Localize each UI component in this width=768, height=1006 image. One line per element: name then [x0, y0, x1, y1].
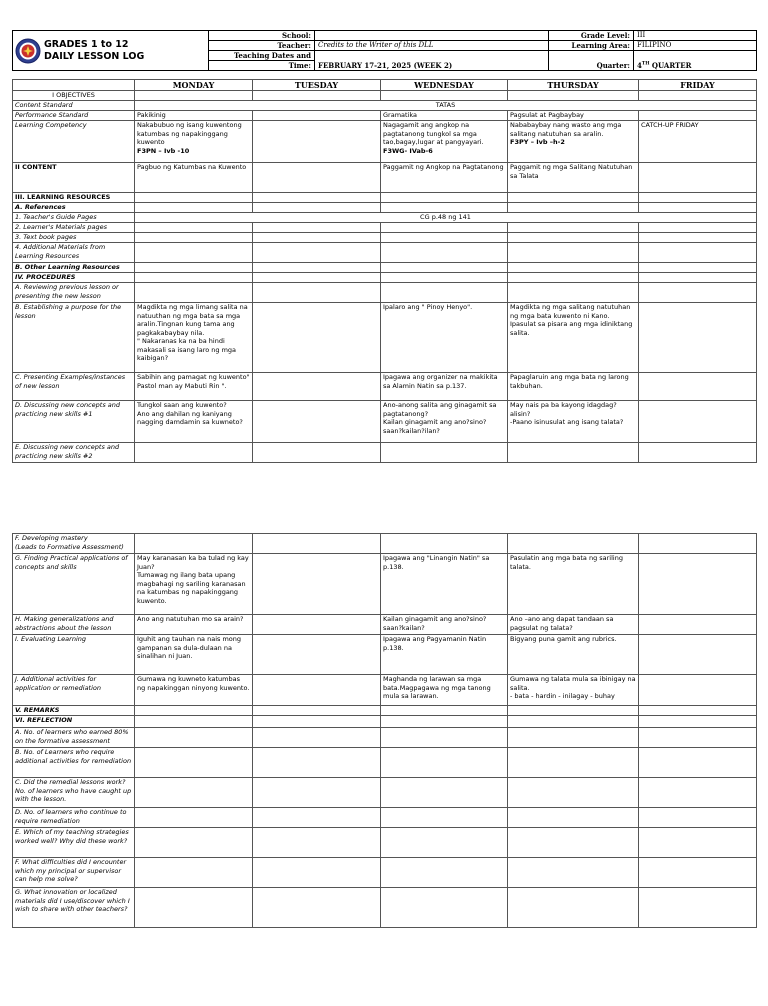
performance-standard-label: Performance Standard: [13, 111, 135, 121]
lc-thursday: Nababaybay nang wasto ang mga salitang natutuhan sa aralin. F3PY – Ivb –h-2: [508, 121, 639, 163]
quarter-label: Quarter:: [549, 51, 634, 71]
ref-a-label: A. No. of learners who earned 80% on the formative assessment: [13, 728, 135, 748]
corner-cell: [13, 80, 135, 91]
day-thursday: THURSDAY: [508, 80, 639, 91]
proc-h-wednesday: Kailan ginagamit ang ano?sino? saan?kailan?: [381, 615, 508, 635]
perf-monday: Pakikinig: [135, 111, 253, 121]
proc-f-label: F. Developing mastery (Leads to Formative Assessment): [13, 534, 135, 554]
proc-b-monday: Magdikta ng mga limang salita na natuuthan ng mga bata sa mga aralin.Tingnan kung tama ang pagkakabaybay nila. " Nakaranas ka na ba hindi makasali sa isang laro ng mga kaibigan?: [135, 303, 253, 373]
proc-j-wednesday: Maghanda ng larawan sa mga bata.Magpagawa ng mga tanong mula sa larawan.: [381, 675, 508, 706]
proc-i-label: I. Evaluating Learning: [13, 635, 135, 675]
school-label: School:: [209, 31, 315, 41]
grade-label: Grade Level:: [549, 31, 634, 41]
proc-h-monday: Ano ang natutuhan mo sa arain?: [135, 615, 253, 635]
proc-d-monday: Tungkol saan ang kuwento? Ano ang dahilan ng kaniyang nagging damdamin sa kuwneto?: [135, 401, 253, 443]
day-monday: MONDAY: [135, 80, 253, 91]
proc-j-thursday: Gumawa ng talata mula sa ibinigay na salita. - bata - hardin - inilagay - buhay: [508, 675, 639, 706]
lc-wednesday: Nagagamit ang angkop na pagtatanong tungkol sa mga tao,bagay,lugar at pangyayari. F3WG- IVab-6: [381, 121, 508, 163]
lesson-table-page1: [12, 79, 757, 463]
teacher-value[interactable]: Credits to the Writer of this DLL: [315, 41, 549, 51]
lm-label: 2. Learner's Materials pages: [13, 223, 135, 233]
proc-h-thursday: Ano –ano ang dapat tandaan sa pagsulat ng talata?: [508, 615, 639, 635]
proc-d-label: D. Discussing new concepts and practicing new skills #1: [13, 401, 135, 443]
header-table: [12, 30, 757, 71]
proc-j-monday: Gumawa ng kuwneto katumbas ng napakinggan ninyong kuwento.: [135, 675, 253, 706]
content-wednesday: Paggamit ng Angkop na Pagtatanong: [381, 163, 508, 193]
proc-b-wednesday: Ipalaro ang " Pinoy Henyo".: [381, 303, 508, 373]
lc-friday: CATCH-UP FRIDAY: [639, 121, 757, 163]
ref-g-label: G. What innovation or localized materials did I use/discover which I wish to share with other teachers?: [13, 888, 135, 928]
content-label: II CONTENT: [13, 163, 135, 193]
proc-c-label: C. Presenting Examples/instances of new lesson: [13, 373, 135, 401]
lesson-table-page2: [12, 533, 757, 928]
area-label: Learning Area:: [549, 41, 634, 51]
content-standard-label: Content Standard: [13, 101, 135, 111]
deped-seal-icon: [15, 38, 41, 64]
ref-f-label: F. What difficulties did I encounter which my principal or supervisor can help me solve?: [13, 858, 135, 888]
time-label: Time:: [209, 61, 315, 71]
proc-c-wednesday: Ipagawa ang organizer na makikita sa Alamin Natin sa p.137.: [381, 373, 508, 401]
procedures-label: IV. PROCEDURES: [13, 273, 135, 283]
grade-value[interactable]: III: [634, 31, 757, 41]
teacher-label: Teacher:: [209, 41, 315, 51]
proc-g-monday: May karanasan ka ba tulad ng kay Juan? Tumawag ng ilang bata upang magbahagi ng sariling karanasan na katumbas ng napakinggang kuwento.: [135, 554, 253, 615]
proc-j-label: J. Additional activities for application or remediation: [13, 675, 135, 706]
day-friday: FRIDAY: [639, 80, 757, 91]
proc-i-monday: Iguhit ang tauhan na nais mong gampanan sa dula-dulaan na sinalihan ni Juan.: [135, 635, 253, 675]
ref-b-label: B. No. of Learners who require additional activities for remediation: [13, 748, 135, 778]
proc-a-label: A. Reviewing previous lesson or presenting the new lesson: [13, 283, 135, 303]
content-standard-value: TATAS: [135, 101, 757, 111]
remarks-label: V. REMARKS: [13, 706, 135, 716]
proc-c-thursday: Papaglaruin ang mga bata ng larong takbuhan.: [508, 373, 639, 401]
proc-e-label: E. Discussing new concepts and practicing new skills #2: [13, 443, 135, 463]
proc-i-thursday: Bigyang puna gamit ang rubrics.: [508, 635, 639, 675]
proc-d-thursday: May nais pa ba kayong idagdag? alisin? -Paano isinusulat ang isang talata?: [508, 401, 639, 443]
dates-value[interactable]: FEBRUARY 17-21, 2025 (WEEK 2): [315, 51, 549, 71]
proc-b-label: B. Establishing a purpose for the lesson: [13, 303, 135, 373]
proc-g-wednesday: Ipagawa ang "Linangin Natin" sa p.138.: [381, 554, 508, 615]
additional-label: 4. Additional Materials from Learning Resources: [13, 243, 135, 263]
proc-d-wednesday: Ano-anong salita ang ginagamit sa pagtatanong? Kailan ginagamit ang ano?sino? saan?kailan?ilan?: [381, 401, 508, 443]
dates-label: Teaching Dates and: [209, 51, 315, 61]
objectives-label: I OBJECTIVES: [13, 91, 135, 101]
lc-monday: Nakabubuo ng isang kuwentong katumbas ng napakinggang kuwento F3PN – Ivb -10: [135, 121, 253, 163]
other-resources-label: B. Other Learning Resources: [13, 263, 135, 273]
proc-g-label: G. Finding Practical applications of concepts and skills: [13, 554, 135, 615]
reflection-label: VI. REFLECTION: [13, 716, 135, 728]
tg-label: 1. Teacher's Guide Pages: [13, 213, 135, 223]
perf-thursday: Pagsulat at Pagbaybay: [508, 111, 639, 121]
ref-d-label: D. No. of learners who continue to require remediation: [13, 808, 135, 828]
references-label: A. References: [13, 203, 135, 213]
quarter-value[interactable]: 4TH QUARTER: [634, 51, 757, 71]
page-title: GRADES 1 to 12 DAILY LESSON LOG: [44, 38, 145, 62]
area-value[interactable]: FILIPINO: [634, 41, 757, 51]
tb-label: 3. Text book pages: [13, 233, 135, 243]
day-wednesday: WEDNESDAY: [381, 80, 508, 91]
day-tuesday: TUESDAY: [253, 80, 381, 91]
title-block: [13, 31, 209, 71]
proc-g-thursday: Pasulatin ang mga bata ng sariling talata.: [508, 554, 639, 615]
proc-c-monday: Sabihin ang pamagat ng kuwento" Pastol man ay Mabuti Rin ".: [135, 373, 253, 401]
content-thursday: Paggamit ng mga Salitang Natutuhan sa Talata: [508, 163, 639, 193]
proc-h-label: H. Making generalizations and abstractions about the lesson: [13, 615, 135, 635]
proc-i-wednesday: Ipagawa ang Pagyamanin Natin p.138.: [381, 635, 508, 675]
proc-b-thursday: Magdikta ng mga salitang natutuhan ng mga bata kuwento ni Kano. Ipasulat sa pisara ang mga idiniktang salita.: [508, 303, 639, 373]
learning-competency-label: Learning Competency: [13, 121, 135, 163]
ref-c-label: C. Did the remedial lessons work? No. of learners who have caught up with the lesson.: [13, 778, 135, 808]
ref-e-label: E. Which of my teaching strategies worked well? Why did these work?: [13, 828, 135, 858]
tg-value: CG p.48 ng 141: [135, 213, 757, 223]
content-monday: Pagbuo ng Katumbas na Kuwento: [135, 163, 253, 193]
school-value[interactable]: [315, 31, 549, 41]
perf-wednesday: Gramatika: [381, 111, 508, 121]
resources-label: III. LEARNING RESOURCES: [13, 193, 135, 203]
